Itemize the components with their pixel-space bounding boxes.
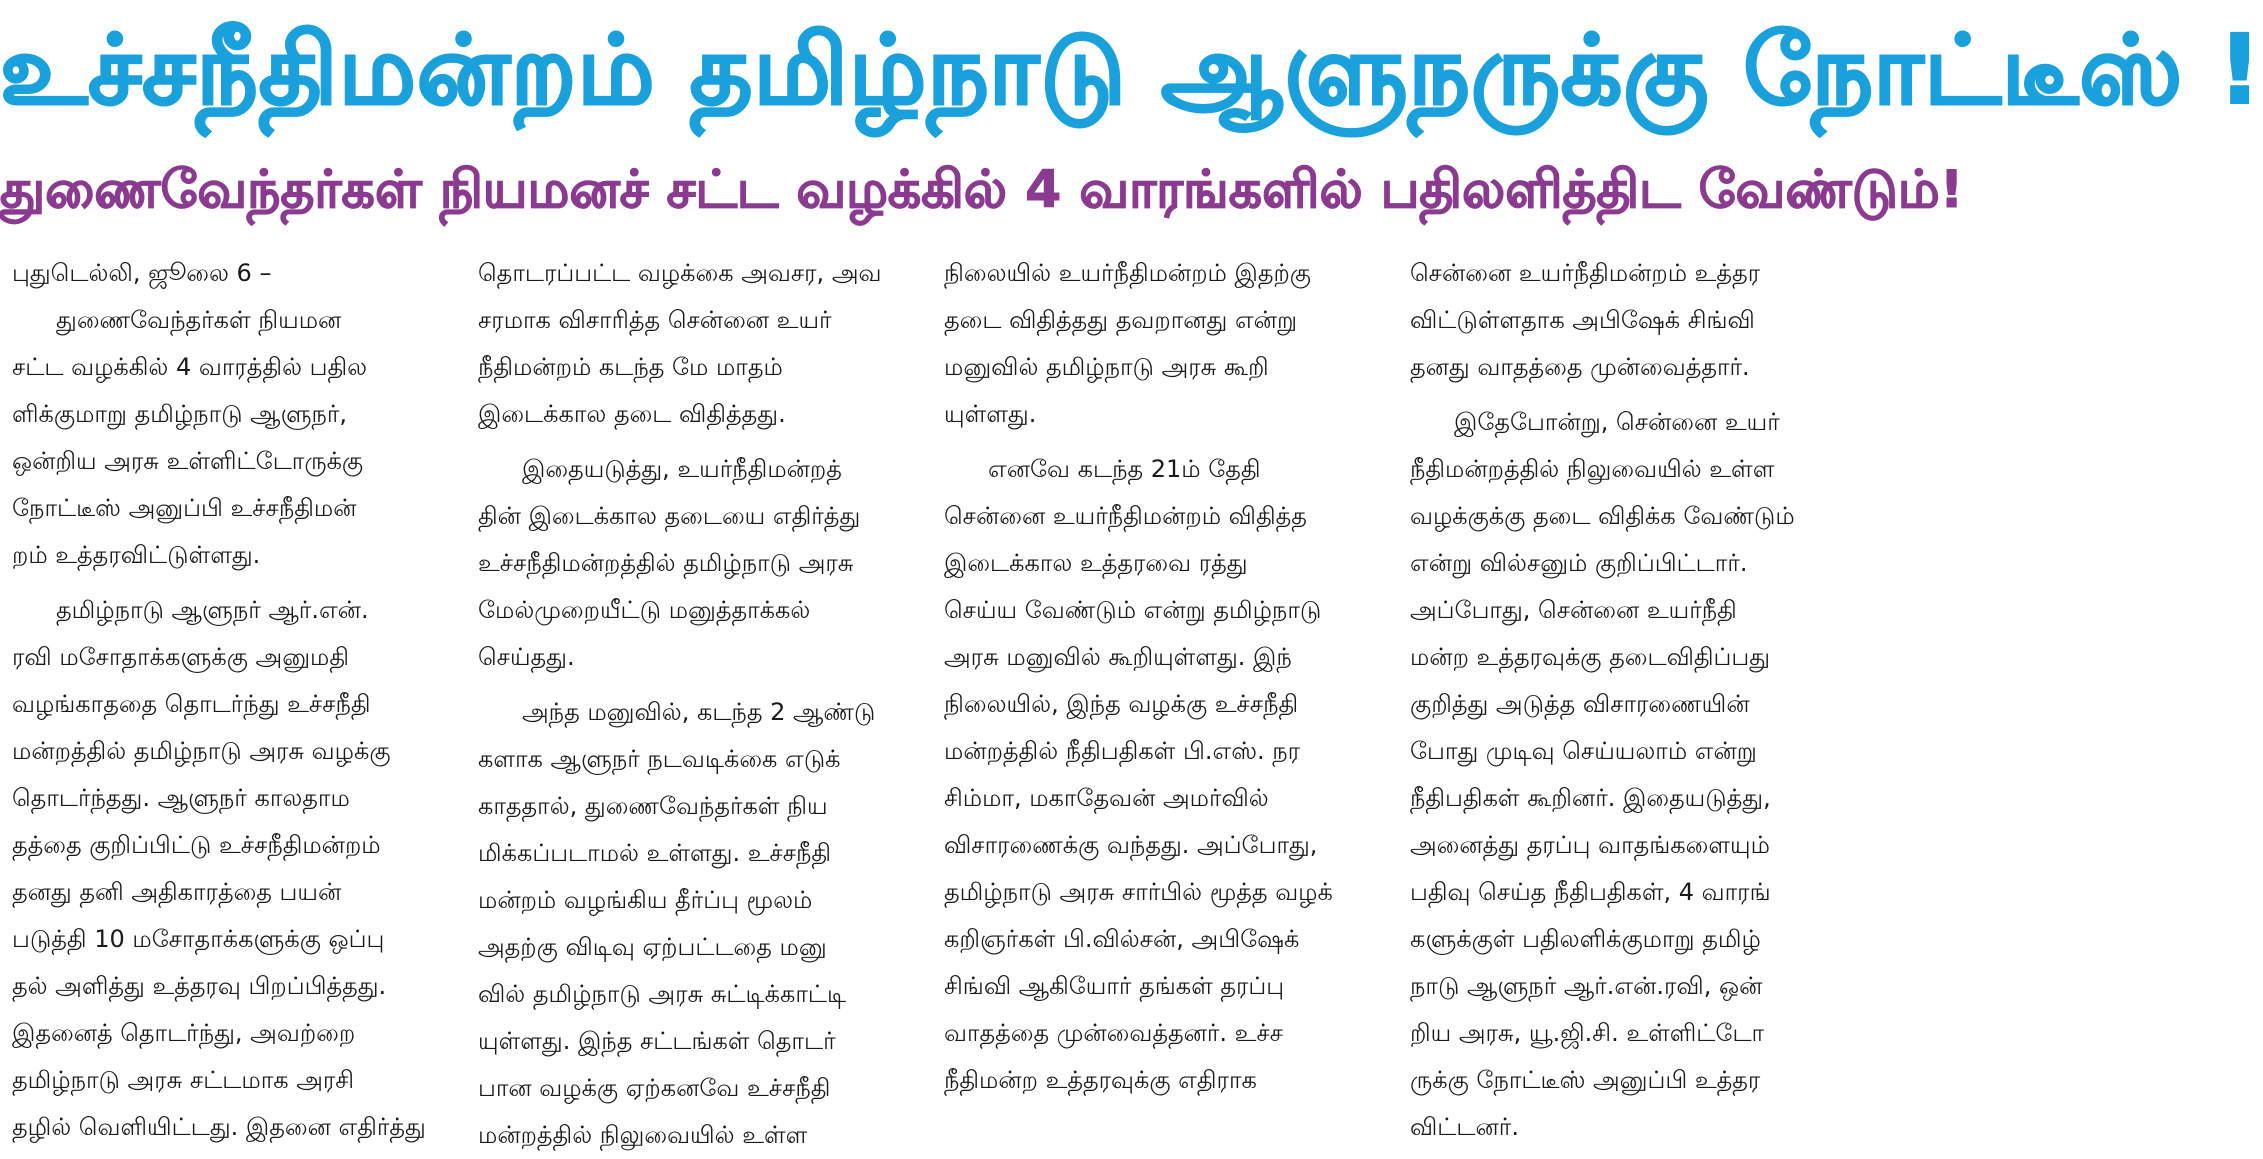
paragraph-line: மேல்முறையீட்டு மனுத்தாக்கல் bbox=[478, 596, 811, 624]
paragraph-line: மன்றம் வழங்கிய தீர்ப்பு மூலம் bbox=[478, 886, 813, 914]
paragraph-line: செய்தது. bbox=[478, 643, 575, 671]
paragraph-line: நோட்டீஸ் அனுப்பி உச்சநீதிமன் bbox=[12, 494, 357, 522]
paragraph-line: நிலையில் உயர்நீதிமன்றம் இதற்கு bbox=[944, 259, 1311, 287]
paragraph-line: தொடர்ந்தது. ஆளுநர் காலதாம bbox=[12, 784, 350, 812]
paragraph-line: தத்தை குறிப்பிட்டு உச்சநீதிமன்றம் bbox=[12, 831, 381, 859]
paragraph-line: சிங்வி ஆகியோர் தங்கள் தரப்பு bbox=[944, 972, 1285, 1000]
paragraph-line: தின் இடைக்கால தடையை எதிர்த்து bbox=[478, 502, 861, 530]
article-column-1 bbox=[12, 250, 452, 1141]
paragraph-line: குறித்து அடுத்த விசாரணையின் bbox=[1410, 690, 1750, 718]
paragraph-line: அனைத்து தரப்பு வாதங்களையும் bbox=[1410, 831, 1770, 859]
paragraph-line: அந்த மனுவில், கடந்த 2 ஆண்டு bbox=[522, 698, 876, 726]
paragraph-line: கறிஞர்கள் பி.வில்சன், அபிஷேக் bbox=[944, 925, 1300, 953]
article-body bbox=[0, 250, 1838, 1149]
paragraph-line: யுள்ளது. இந்த சட்டங்கள் தொடர் bbox=[478, 1027, 836, 1055]
paragraph-line: மன்றத்தில் நீதிபதிகள் பி.எஸ். நர bbox=[944, 737, 1301, 765]
paragraph-line: மனுவில் தமிழ்நாடு அரசு கூறி bbox=[944, 353, 1269, 381]
paragraph-line: நீதிபதிகள் கூறினர். இதையடுத்து, bbox=[1410, 784, 1771, 812]
paragraph-line: சிம்மா, மகாதேவன் அமர்வில் bbox=[944, 784, 1269, 812]
paragraph-line: தமிழ்நாடு ஆளுநர் ஆர்.என். bbox=[56, 596, 369, 624]
paragraph-line: அதற்கு விடிவு ஏற்பட்டதை மனு bbox=[478, 933, 827, 961]
paragraph-line: இதேபோன்று, சென்னை உயர் bbox=[1454, 408, 1780, 436]
article-column-4 bbox=[1410, 250, 1850, 1141]
paragraph-line: நீதிமன்றம் கடந்த மே மாதம் bbox=[478, 353, 783, 381]
paragraph-line: சரமாக விசாரித்த சென்னை உயர் bbox=[478, 306, 832, 334]
paragraph-line: யுள்ளது. bbox=[944, 400, 1037, 428]
paragraph-line: சென்னை உயர்நீதிமன்றம் விதித்த bbox=[944, 502, 1307, 530]
paragraph-line: தடை விதித்தது தவறானது என்று bbox=[944, 306, 1298, 334]
paragraph-line: தல் அளித்து உத்தரவு பிறப்பித்தது. bbox=[12, 972, 387, 1000]
paragraph-line: தமிழ்நாடு அரசு சட்டமாக அரசி bbox=[12, 1066, 355, 1094]
paragraph-line: சட்ட வழக்கில் 4 வாரத்தில் பதில bbox=[12, 353, 368, 381]
paragraph-line: ரவி மசோதாக்களுக்கு அனுமதி bbox=[12, 643, 350, 671]
paragraph-line: விட்டனர். bbox=[1410, 1113, 1519, 1141]
paragraph-line: வில் தமிழ்நாடு அரசு சுட்டிக்காட்டி bbox=[478, 980, 847, 1008]
paragraph-line: களுக்குள் பதிலளிக்குமாறு தமிழ் bbox=[1410, 925, 1761, 953]
paragraph-line: என்று வில்சனும் குறிப்பிட்டார். bbox=[1410, 549, 1748, 577]
paragraph-line: விட்டுள்ளதாக அபிஷேக் சிங்வி bbox=[1410, 306, 1755, 334]
paragraph-line: பான வழக்கு ஏற்கனவே உச்சநீதி bbox=[478, 1074, 831, 1102]
paragraph-line: போது முடிவு செய்யலாம் என்று bbox=[1410, 737, 1757, 765]
paragraph-line: இடைக்கால தடை விதித்தது. bbox=[478, 400, 786, 428]
subheadline: துணைவேந்தர்கள் நியமனச் சட்ட வழக்கில் 4 வாரங்களில் பதிலளித்திட வேண்டும்! bbox=[0, 160, 1964, 220]
paragraph-line: நாடு ஆளுநர் ஆர்.என்.ரவி, ஒன் bbox=[1410, 972, 1763, 1000]
paragraph-line: மன்ற உத்தரவுக்கு தடைவிதிப்பது bbox=[1410, 643, 1771, 671]
paragraph-line: வாதத்தை முன்வைத்தனர். உச்ச bbox=[944, 1019, 1284, 1047]
paragraph-line: படுத்தி 10 மசோதாக்களுக்கு ஒப்பு bbox=[12, 925, 385, 953]
paragraph-line: இடைக்கால உத்தரவை ரத்து bbox=[944, 549, 1248, 577]
paragraph-line: மன்றத்தில் நிலுவையில் உள்ள bbox=[478, 1121, 808, 1149]
paragraph-line: இதையடுத்து, உயர்நீதிமன்றத் bbox=[522, 455, 842, 483]
paragraph-line: தனது வாதத்தை முன்வைத்தார். bbox=[1410, 353, 1750, 381]
paragraph-line: றிய அரசு, யூ.ஜி.சி. உள்ளிட்டோ bbox=[1410, 1019, 1765, 1047]
paragraph-line: மன்றத்தில் தமிழ்நாடு அரசு வழக்கு bbox=[12, 737, 391, 765]
paragraph-line: விசாரணைக்கு வந்தது. அப்போது, bbox=[944, 831, 1318, 859]
paragraph-line: எனவே கடந்த 21ம் தேதி bbox=[988, 455, 1261, 483]
article-column-2 bbox=[478, 250, 918, 1149]
paragraph-line: சென்னை உயர்நீதிமன்றம் உத்தர bbox=[1410, 259, 1761, 287]
paragraph-line: வழங்காததை தொடர்ந்து உச்சநீதி bbox=[12, 690, 371, 718]
paragraph-line: நிலையில், இந்த வழக்கு உச்சநீதி bbox=[944, 690, 1299, 718]
paragraph-line: செய்ய வேண்டும் என்று தமிழ்நாடு bbox=[944, 596, 1322, 624]
paragraph-line: உச்சநீதிமன்றத்தில் தமிழ்நாடு அரசு bbox=[478, 549, 854, 577]
paragraph-line: தழில் வெளியிட்டது. இதனை எதிர்த்து bbox=[12, 1113, 426, 1141]
headline: உச்சநீதிமன்றம் தமிழ்நாடு ஆளுநருக்கு நோட்டீஸ் ! bbox=[0, 14, 2263, 126]
dateline: புதுடெல்லி, ஜூலை 6 – bbox=[12, 259, 272, 287]
paragraph-line: மிக்கப்படாமல் உள்ளது. உச்சநீதி bbox=[478, 839, 832, 867]
paragraph-line: நீதிமன்றத்தில் நிலுவையில் உள்ள bbox=[1410, 455, 1775, 483]
paragraph-line: அரசு மனுவில் கூறியுள்ளது. இந் bbox=[944, 643, 1292, 671]
paragraph-line: தனது தனி அதிகாரத்தை பயன் bbox=[12, 878, 342, 906]
paragraph-line: ஒன்றிய அரசு உள்ளிட்டோருக்கு bbox=[12, 447, 364, 475]
paragraph-line: துணைவேந்தர்கள் நியமன bbox=[56, 306, 342, 334]
paragraph-line: இதனைத் தொடர்ந்து, அவற்றை bbox=[12, 1019, 356, 1047]
paragraph-line: ளிக்குமாறு தமிழ்நாடு ஆளுநர், bbox=[12, 400, 348, 428]
paragraph-line: றம் உத்தரவிட்டுள்ளது. bbox=[12, 541, 261, 569]
paragraph-line: நீதிமன்ற உத்தரவுக்கு எதிராக bbox=[944, 1066, 1257, 1094]
paragraph-line: தொடரப்பட்ட வழக்கை அவசர, அவ bbox=[478, 259, 882, 287]
paragraph-line: களாக ஆளுநர் நடவடிக்கை எடுக் bbox=[478, 745, 841, 773]
paragraph-line: பதிவு செய்த நீதிபதிகள், 4 வாரங் bbox=[1410, 878, 1771, 906]
paragraph-line: வழக்குக்கு தடை விதிக்க வேண்டும் bbox=[1410, 502, 1795, 530]
paragraph-line: தமிழ்நாடு அரசு சார்பில் மூத்த வழக் bbox=[944, 878, 1333, 906]
paragraph-line: ருக்கு நோட்டீஸ் அனுப்பி உத்தர bbox=[1410, 1066, 1761, 1094]
article-column-3 bbox=[944, 250, 1384, 1094]
paragraph-line: காததால், துணைவேந்தர்கள் நிய bbox=[478, 792, 828, 820]
paragraph-line: அப்போது, சென்னை உயர்நீதி bbox=[1410, 596, 1737, 624]
